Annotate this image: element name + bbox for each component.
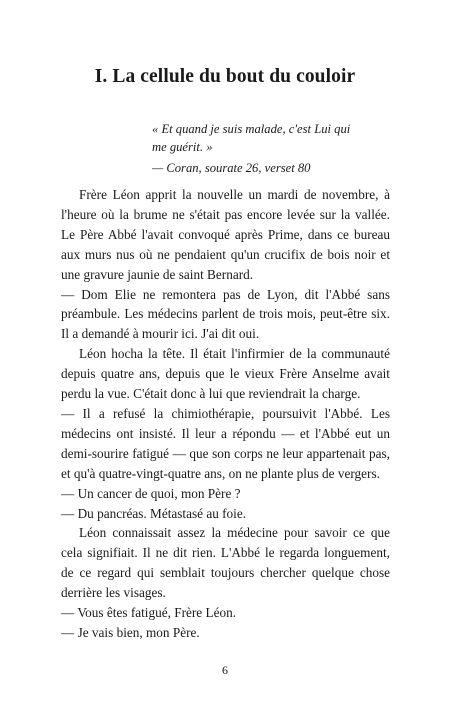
body-text	[61, 185, 390, 643]
paragraph: — Dom Elie ne remontera pas de Lyon, dit l'Abbé sans préambule. Les médecins parlent de trois mois, peut-être six. Il a demandé à mourir ici. J'ai dit oui.	[61, 286, 390, 342]
epigraph	[152, 120, 367, 177]
chapter-title: I. La cellule du bout du couloir	[94, 66, 356, 87]
paragraph: Léon connaissait assez la médecine pour savoir ce que cela signifiait. Il ne dit rien. L'Abbé le regarda longuement, de ce regard qui semblait toujours chercher quelque chose derrière les visages.	[61, 525, 390, 601]
epigraph-source: — Coran, sourate 26, verset 80	[152, 161, 311, 175]
paragraph: — Vous êtes fatigué, Frère Léon.	[61, 605, 237, 621]
paragraph: — Il a refusé la chimiothérapie, poursuivit l'Abbé. Les médecins ont insisté. Il leur a répondu — et l'Abbé eut un demi-sourire fatigué — que son corps ne leur appartenait pas, et qu'à quatre-vingt-quatre ans, on ne plante plus de vergers.	[61, 405, 390, 481]
paragraph: — Un cancer de quoi, mon Père ?	[61, 485, 241, 501]
paragraph: Frère Léon apprit la nouvelle un mardi de novembre, à l'heure où la brume ne s'était pas encore levée sur la vallée. Le Père Abbé l'avait convoqué après Prime, dans ce bureau aux murs nus où ne pendaient qu'un crucifix de bois noir et une gravure jaunie de saint Bernard.	[61, 187, 390, 282]
paragraph: Léon hocha la tête. Il était l'infirmier de la communauté depuis quatre ans, depuis que le vieux Frère Anselme avait perdu la vue. C'était donc à lui que reviendrait la charge.	[61, 346, 390, 402]
epigraph-quote: « Et quand je suis malade, c'est Lui qui me guérit. »	[152, 122, 351, 154]
paragraph: — Je vais bien, mon Père.	[61, 624, 200, 640]
paragraph: — Du pancréas. Métastasé au foie.	[61, 505, 247, 521]
page-number: 6	[222, 663, 228, 677]
